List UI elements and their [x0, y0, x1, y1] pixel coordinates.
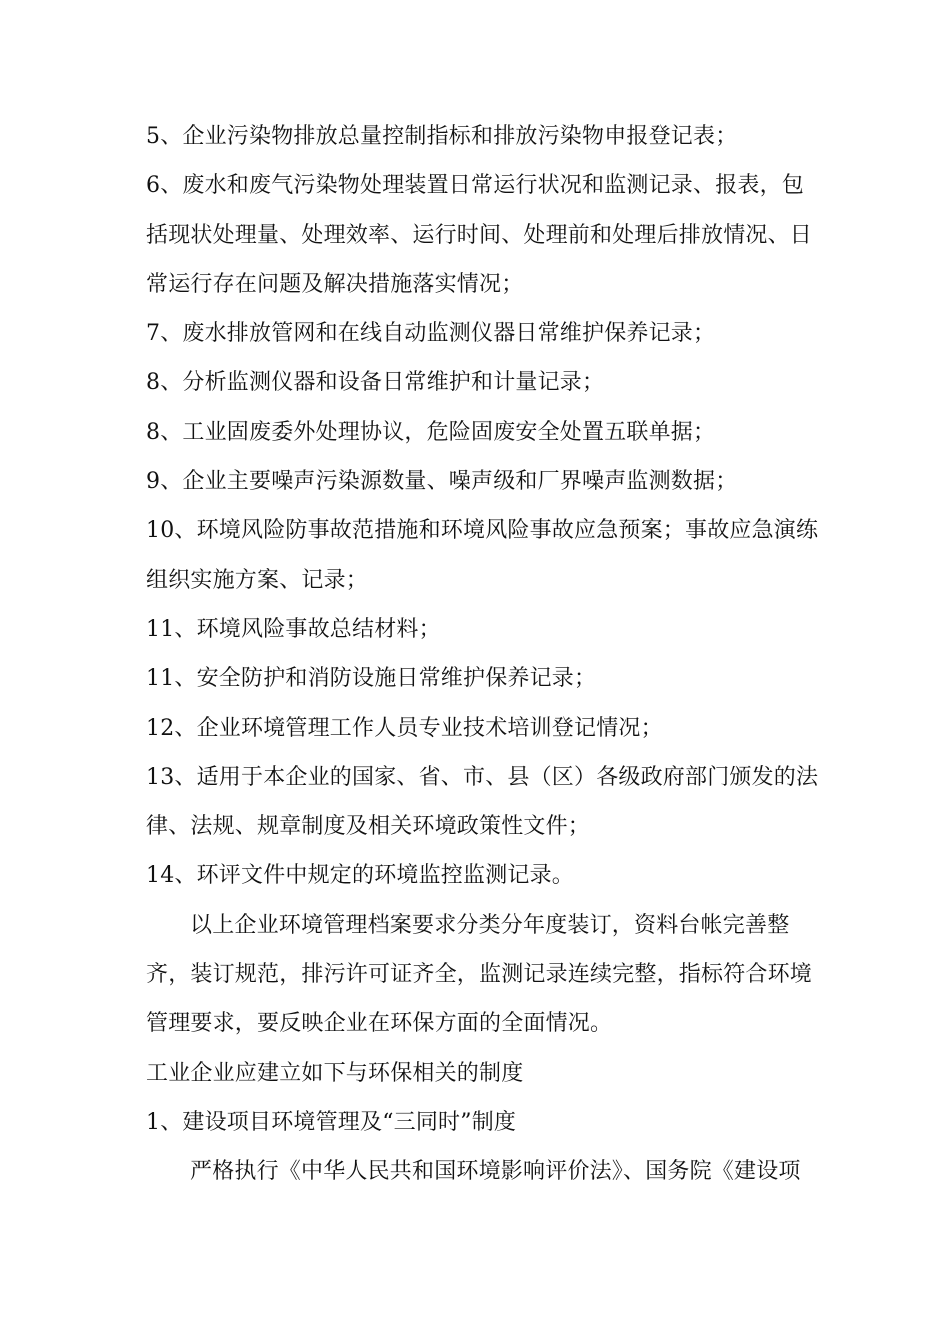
text-line: 13、适用于本企业的国家、省、市、县（区）各级政府部门颁发的法: [146, 764, 819, 790]
text-line: 12、企业环境管理工作人员专业技术培训登记情况；: [146, 715, 663, 741]
text-line: 10、环境风险防事故范措施和环境风险事故应急预案；事故应急演练: [146, 518, 819, 544]
section-heading: 工业企业应建立如下与环保相关的制度: [146, 1060, 524, 1086]
text-line: 7、废水排放管网和在线自动监测仪器日常维护保养记录；: [146, 321, 716, 347]
paragraph-first-line: 以上企业环境管理档案要求分类分年度装订，资料台帐完善整: [190, 912, 790, 938]
text-line: 11、安全防护和消防设施日常维护保养记录；: [146, 666, 597, 692]
text-line: 6、废水和废气污染物处理装置日常运行状况和监测记录、报表，包: [146, 173, 804, 199]
text-line: 括现状处理量、处理效率、运行时间、处理前和处理后排放情况、日: [146, 222, 813, 248]
paragraph-first-line: 严格执行《中华人民共和国环境影响评价法》、国务院《建设项: [190, 1159, 801, 1185]
text-line: 14、环评文件中规定的环境监控监测记录。: [146, 863, 574, 889]
text-line: 常运行存在问题及解决措施落实情况；: [146, 271, 524, 297]
text-line: 8、工业固废委外处理协议，危险固废安全处置五联单据；: [146, 419, 716, 445]
text-line: 律、法规、规章制度及相关环境政策性文件；: [146, 814, 591, 840]
text-line: 5、企业污染物排放总量控制指标和排放污染物申报登记表；: [146, 124, 738, 149]
subsection-heading: 1、建设项目环境管理及“三同时”制度: [146, 1109, 517, 1135]
text-line: 11、环境风险事故总结材料；: [146, 616, 441, 642]
text-line: 9、企业主要噪声污染源数量、噪声级和厂界噪声监测数据；: [146, 469, 738, 495]
text-line: 齐，装订规范，排污许可证齐全，监测记录连续完整，指标符合环境: [146, 962, 813, 988]
text-line: 8、分析监测仪器和设备日常维护和计量记录；: [146, 370, 605, 396]
text-line: 组织实施方案、记录；: [146, 567, 369, 593]
text-line: 管理要求，要反映企业在环保方面的全面情况。: [146, 1011, 613, 1037]
document-body: [146, 112, 819, 1197]
